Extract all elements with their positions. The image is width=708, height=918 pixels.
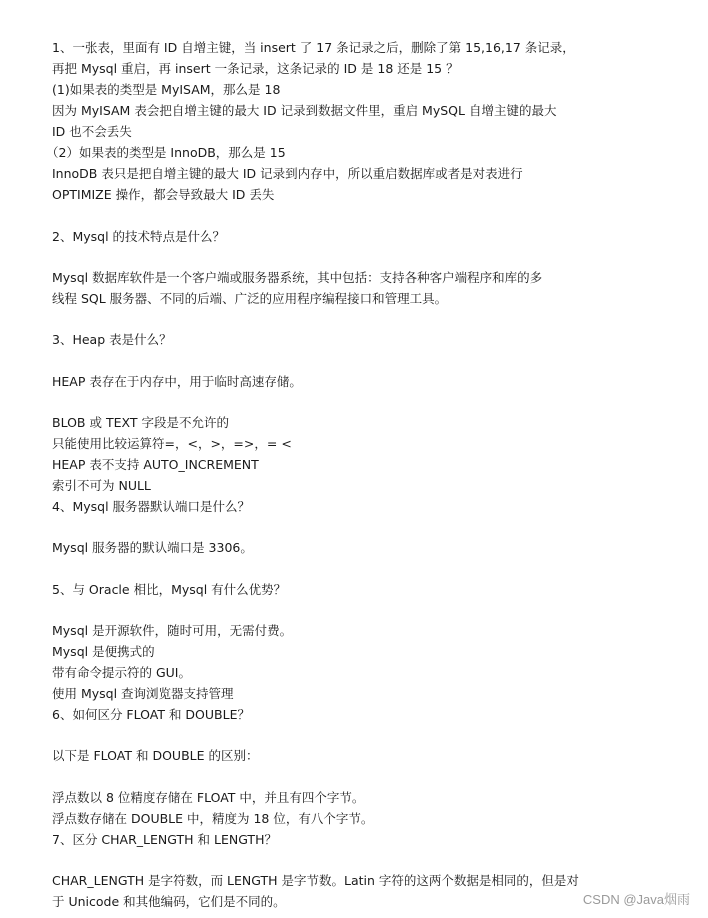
- q7-heading: 7、区分 CHAR_LENGTH 和 LENGTH？: [52, 832, 277, 847]
- q1-line-4: 因为 MyISAM 表会把自增主键的最大 ID 记录到数据文件里，重启 MySQL 自增主键的最大: [52, 103, 557, 118]
- q1-line-1: 1、一张表，里面有 ID 自增主键，当 insert 了 17 条记录之后，删除了第 15,16,17 条记录，: [52, 40, 575, 55]
- q5-line-4: 使用 Mysql 查询浏览器支持管理: [52, 686, 234, 701]
- q2-line-2: 线程 SQL 服务器、不同的后端、广泛的应用程序编程接口和管理工具。: [52, 291, 448, 306]
- q3-line-2: BLOB 或 TEXT 字段是不允许的: [52, 415, 229, 430]
- q3-line-1: HEAP 表存在于内存中，用于临时高速存储。: [52, 374, 302, 389]
- q2-heading: 2、Mysql 的技术特点是什么？: [52, 229, 226, 244]
- q5-line-2: Mysql 是便携式的: [52, 644, 155, 659]
- q6-heading: 6、如何区分 FLOAT 和 DOUBLE？: [52, 707, 250, 722]
- q5-line-3: 带有命令提示符的 GUI。: [52, 665, 191, 680]
- q1-line-5: ID 也不会丢失: [52, 124, 132, 139]
- q2-line-1: Mysql 数据库软件是一个客户端或服务器系统，其中包括：支持各种客户端程序和库的多: [52, 270, 543, 285]
- q1-line-3: (1)如果表的类型是 MyISAM，那么是 18: [52, 82, 281, 97]
- q3-heading: 3、Heap 表是什么？: [52, 332, 172, 347]
- q3-line-5: 索引不可为 NULL: [52, 478, 151, 493]
- q4-line-1: Mysql 服务器的默认端口是 3306。: [52, 540, 253, 555]
- q6-line-1: 以下是 FLOAT 和 DOUBLE 的区别：: [52, 748, 259, 763]
- q1-line-8: OPTIMIZE 操作，都会导致最大 ID 丢失: [52, 187, 275, 202]
- q1-line-7: InnoDB 表只是把自增主键的最大 ID 记录到内存中，所以重启数据库或者是对表进行: [52, 166, 523, 181]
- csdn-watermark: CSDN @Java烟雨: [582, 892, 690, 907]
- q5-line-1: Mysql 是开源软件，随时可用，无需付费。: [52, 623, 293, 638]
- q5-heading: 5、与 Oracle 相比，Mysql 有什么优势？: [52, 582, 287, 597]
- q3-line-4: HEAP 表不支持 AUTO_INCREMENT: [52, 457, 259, 472]
- q6-line-3: 浮点数存储在 DOUBLE 中，精度为 18 位，有八个字节。: [52, 811, 374, 826]
- q7-line-1: CHAR_LENGTH 是字符数，而 LENGTH 是字节数。Latin 字符的这两个数据是相同的，但是对: [52, 873, 579, 888]
- q3-line-3: 只能使用比较运算符=，<，>，=>，= <: [52, 436, 292, 451]
- q1-line-2: 再把 Mysql 重启，再 insert 一条记录，这条记录的 ID 是 18 还是 15 ？: [52, 61, 459, 76]
- q1-line-6: （2）如果表的类型是 InnoDB，那么是 15: [46, 145, 286, 160]
- q4-heading: 4、Mysql 服务器默认端口是什么？: [52, 499, 251, 514]
- q7-line-2: 于 Unicode 和其他编码，它们是不同的。: [52, 894, 286, 909]
- q6-line-2: 浮点数以 8 位精度存储在 FLOAT 中，并且有四个字节。: [52, 790, 365, 805]
